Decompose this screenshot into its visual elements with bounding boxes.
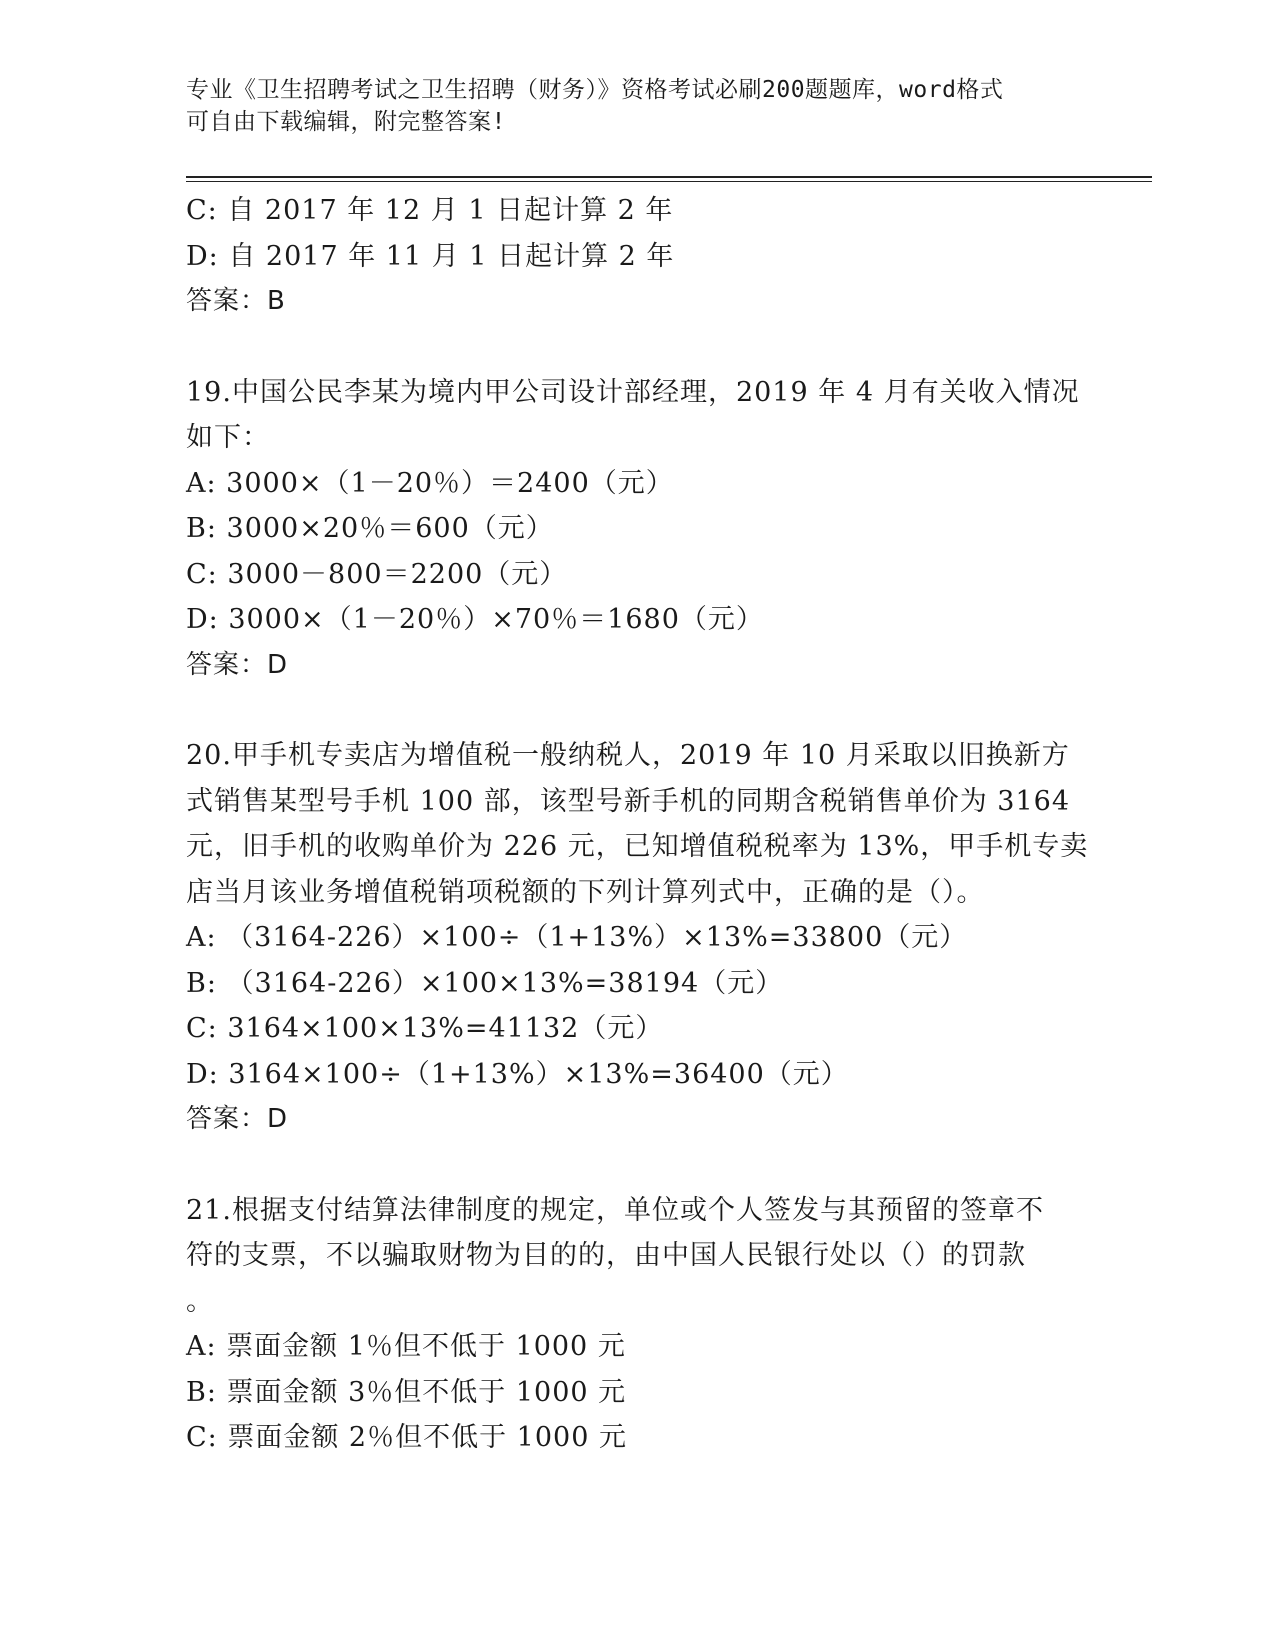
question-stem-line: 店当月该业务增值税销项税额的下列计算列式中，正确的是（）。 (186, 876, 985, 908)
option-c: C: 自 2017 年 12 月 1 日起计算 2 年 (186, 195, 674, 226)
page-header (186, 74, 1066, 138)
option-c: C: 票面金额 2％但不低于 1000 元 (186, 1422, 627, 1453)
question-18-tail (186, 188, 1086, 325)
question-stem-line: 20.甲手机专卖店为增值税一般纳税人，2019 年 10 月采取以旧换新方 (186, 740, 1070, 771)
option-b: B: 票面金额 3％但不低于 1000 元 (186, 1376, 627, 1408)
answer-line: 答案：D (186, 649, 289, 680)
question-stem-line: 21.根据支付结算法律制度的规定，单位或个人签发与其预留的签章不 (186, 1194, 1044, 1226)
option-b: B: 3000×20％＝600（元） (186, 513, 554, 544)
question-20 (186, 733, 1089, 1143)
header-title-line1: 专业《卫生招聘考试之卫生招聘（财务）》资格考试必刷200题题库，word格式 (186, 77, 1004, 103)
option-d: D: 3000×（1－20％）×70％＝1680（元） (186, 604, 764, 635)
document-body (186, 188, 1089, 1461)
question-21 (186, 1188, 1086, 1461)
answer-line: 答案：B (186, 286, 286, 316)
question-stem-line: 19.中国公民李某为境内甲公司设计部经理，2019 年 4 月有关收入情况 (186, 376, 1080, 408)
option-d: D: 3164×100÷（1+13%）×13%=36400（元） (186, 1058, 849, 1090)
spacer (186, 1143, 1086, 1188)
header-divider-thin (186, 181, 1152, 182)
option-c: C: 3164×100×13%=41132（元） (186, 1013, 664, 1044)
header-title-line2: 可自由下载编辑，附完整答案! (186, 109, 506, 135)
header-divider-thick (186, 176, 1152, 178)
answer-line: 答案：D (186, 1104, 289, 1134)
question-19 (186, 370, 1086, 689)
option-a: A: 票面金额 1％但不低于 1000 元 (186, 1331, 626, 1362)
question-stem-line: 元，旧手机的收购单价为 226 元，已知增值税税率为 13%，甲手机专卖 (186, 831, 1089, 862)
question-stem-line: 如下： (186, 422, 270, 453)
option-a: A: 3000×（1－20％）＝2400（元） (186, 467, 674, 499)
question-stem-line: 。 (186, 1285, 214, 1317)
option-d: D: 自 2017 年 11 月 1 日起计算 2 年 (186, 240, 675, 272)
option-c: C: 3000－800＝2200（元） (186, 558, 568, 590)
question-stem-line: 符的支票，不以骗取财物为目的的，由中国人民银行处以（）的罚款 (186, 1240, 1026, 1271)
spacer (186, 688, 1086, 733)
option-b: B: （3164-226）×100×13%=38194（元） (186, 967, 784, 999)
question-stem-line: 式销售某型号手机 100 部，该型号新手机的同期含税销售单价为 3164 (186, 785, 1070, 817)
spacer (186, 325, 1086, 370)
option-a: A: （3164-226）×100÷（1+13%）×13%=33800（元） (186, 922, 968, 953)
